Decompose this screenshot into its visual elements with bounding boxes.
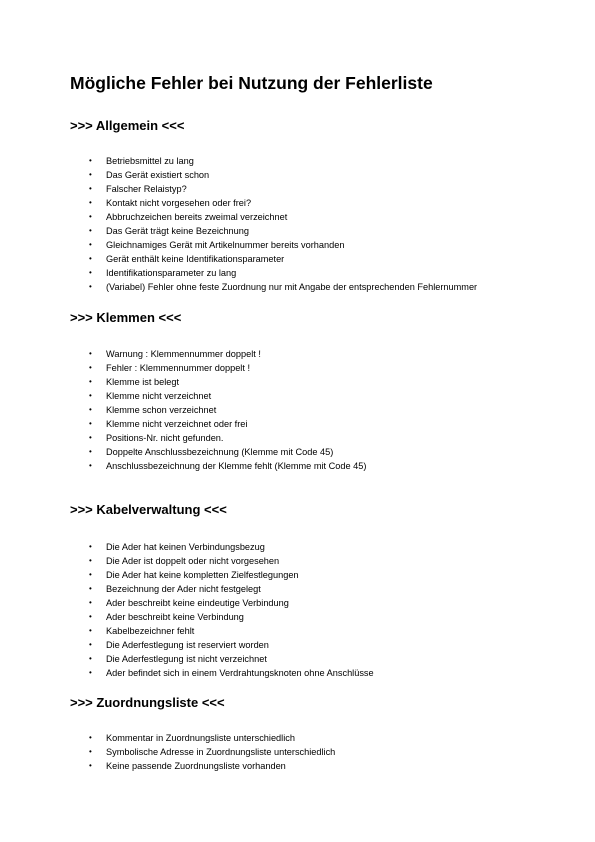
bullet-icon: •: [89, 733, 92, 742]
list-item-text: (Variabel) Fehler ohne feste Zuordnung nur mit Angabe der entsprechenden Fehlernummer: [106, 282, 478, 292]
list-item-text: Die Aderfestlegung ist nicht verzeichnet: [106, 654, 267, 664]
list-item-text: Kabelbezeichner fehlt: [106, 626, 195, 636]
bullet-icon: •: [89, 761, 92, 770]
list-item-text: Die Ader ist doppelt oder nicht vorgesehen: [106, 556, 280, 566]
section-heading-allgemein: >>> Allgemein <<<: [70, 118, 185, 133]
list-item-text: Die Ader hat keine kompletten Zielfestlegungen: [106, 570, 299, 580]
bullet-icon: •: [89, 363, 92, 372]
bullet-icon: •: [89, 584, 92, 593]
list-item-text: Klemme ist belegt: [106, 377, 180, 387]
bullet-icon: •: [89, 282, 92, 291]
list-item-text: Positions-Nr. nicht gefunden.: [106, 433, 224, 443]
list-item-text: Doppelte Anschlussbezeichnung (Klemme mit Code 45): [106, 447, 334, 457]
bullet-icon: •: [89, 212, 92, 221]
list-item-text: Klemme nicht verzeichnet: [106, 391, 212, 401]
section-heading-klemmen: >>> Klemmen <<<: [70, 310, 182, 325]
bullet-icon: •: [89, 254, 92, 263]
bullet-icon: •: [89, 668, 92, 677]
bullet-icon: •: [89, 156, 92, 165]
list-item-text: Kontakt nicht vorgesehen oder frei?: [106, 198, 252, 208]
bullet-icon: •: [89, 612, 92, 621]
page-title: Mögliche Fehler bei Nutzung der Fehlerliste: [70, 73, 433, 93]
section-heading-kabelverwaltung: >>> Kabelverwaltung <<<: [70, 502, 227, 517]
list-item-text: Das Gerät existiert schon: [106, 170, 210, 180]
list-item-text: Identifikationsparameter zu lang: [106, 268, 237, 278]
list-item-text: Betriebsmittel zu lang: [106, 156, 194, 166]
list-item-text: Kommentar in Zuordnungsliste unterschiedlich: [106, 733, 295, 743]
list-item-text: Falscher Relaistyp?: [106, 184, 187, 194]
list-item-text: Klemme schon verzeichnet: [106, 405, 217, 415]
list-item-text: Die Ader hat keinen Verbindungsbezug: [106, 542, 265, 552]
bullet-icon: •: [89, 377, 92, 386]
bullet-icon: •: [89, 556, 92, 565]
bullet-icon: •: [89, 240, 92, 249]
bullet-icon: •: [89, 405, 92, 414]
list-item-text: Die Aderfestlegung ist reserviert worden: [106, 640, 269, 650]
bullet-icon: •: [89, 419, 92, 428]
list-item-text: Ader beschreibt keine eindeutige Verbindung: [106, 598, 289, 608]
bullet-icon: •: [89, 570, 92, 579]
list-item-text: Warnung : Klemmennummer doppelt !: [106, 349, 261, 359]
list-item-text: Ader beschreibt keine Verbindung: [106, 612, 244, 622]
bullet-icon: •: [89, 747, 92, 756]
list-item-text: Fehler : Klemmennummer doppelt !: [106, 363, 250, 373]
bullet-icon: •: [89, 461, 92, 470]
list-item-text: Anschlussbezeichnung der Klemme fehlt (Klemme mit Code 45): [106, 461, 367, 471]
list-item-text: Symbolische Adresse in Zuordnungsliste unterschiedlich: [106, 747, 336, 757]
list-item-text: Bezeichnung der Ader nicht festgelegt: [106, 584, 261, 594]
list-item-text: Ader befindet sich in einem Verdrahtungsknoten ohne Anschlüsse: [106, 668, 374, 678]
bullet-icon: •: [89, 598, 92, 607]
list-item-text: Das Gerät trägt keine Bezeichnung: [106, 226, 249, 236]
list-item-text: Gerät enthält keine Identifikationsparameter: [106, 254, 285, 264]
list-item-text: Gleichnamiges Gerät mit Artikelnummer bereits vorhanden: [106, 240, 345, 250]
bullet-icon: •: [89, 654, 92, 663]
bullet-icon: •: [89, 640, 92, 649]
bullet-icon: •: [89, 391, 92, 400]
bullet-icon: •: [89, 198, 92, 207]
bullet-icon: •: [89, 626, 92, 635]
bullet-icon: •: [89, 447, 92, 456]
bullet-icon: •: [89, 542, 92, 551]
bullet-icon: •: [89, 349, 92, 358]
list-item-text: Keine passende Zuordnungsliste vorhanden: [106, 761, 286, 771]
section-heading-zuordnungsliste: >>> Zuordnungsliste <<<: [70, 695, 225, 710]
bullet-icon: •: [89, 226, 92, 235]
list-item-text: Abbruchzeichen bereits zweimal verzeichnet: [106, 212, 288, 222]
bullet-icon: •: [89, 170, 92, 179]
bullet-icon: •: [89, 433, 92, 442]
list-item-text: Klemme nicht verzeichnet oder frei: [106, 419, 248, 429]
bullet-icon: •: [89, 184, 92, 193]
bullet-icon: •: [89, 268, 92, 277]
